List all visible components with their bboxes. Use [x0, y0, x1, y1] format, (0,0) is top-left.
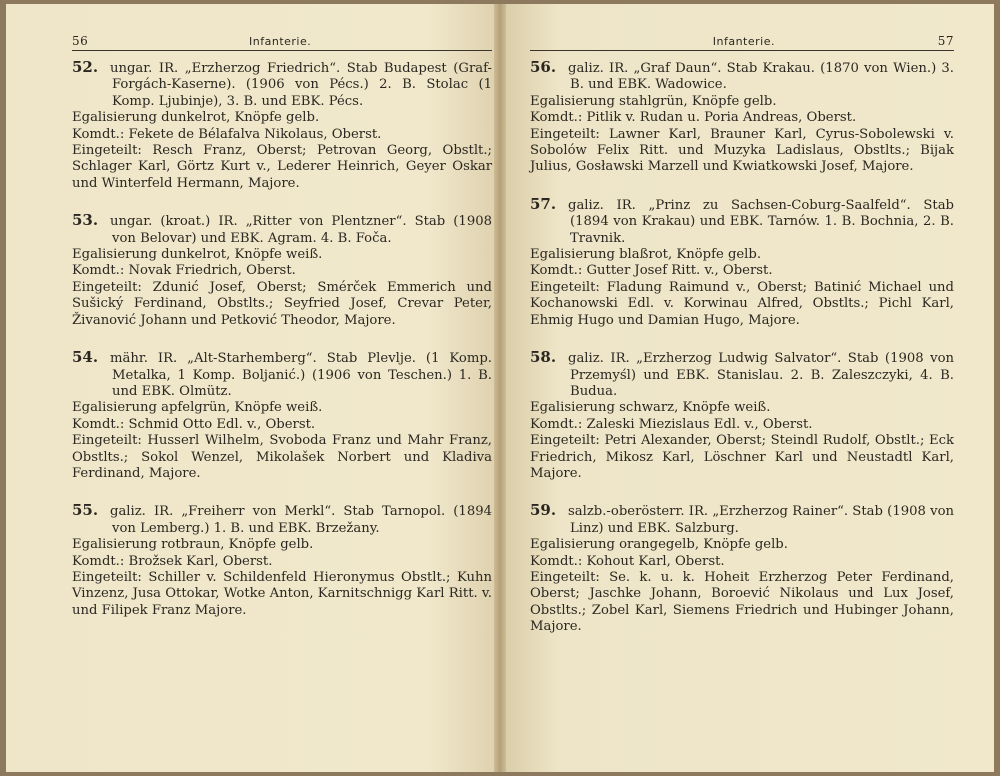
eingeteilt-line: Eingeteilt: Petri Alexander, Oberst; Steindl Rudolf, Obstlt.; Eck Friedrich, Mikosz Karl, Löschner Karl und Neustadtl Karl, Majore.: [530, 433, 954, 481]
regiment-heading-text: galiz. IR. „Graf Daun“. Stab Krakau. (1870 von Wien.) 3. B. und EBK. Wadowice.: [568, 61, 954, 93]
egalisierung-line: Egalisierung schwarz, Knöpfe weiß.: [530, 400, 771, 416]
book-gutter: [494, 4, 506, 772]
regiment-number: 52.: [72, 58, 99, 76]
regiment-entry: [72, 212, 492, 329]
kommandant-line: Komdt.: Fekete de Bélafalva Nikolaus, Oberst.: [72, 126, 382, 142]
eingeteilt-line: Eingeteilt: Zdunić Josef, Oberst; Smérček Emmerich und Sušický Ferdinand, Obstlts.; Seyfried Josef, Crevar Peter, Živanović Johann und Petković Theodor, Majore.: [72, 279, 492, 328]
egalisierung-line: Egalisierung apfelgrün, Knöpfe weiß.: [72, 400, 323, 416]
egalisierung-line: Egalisierung stahlgrün, Knöpfe gelb.: [530, 93, 777, 109]
regiment-heading-text: galiz. IR. „Freiherr von Merkl“. Stab Tarnopol. (1894 von Lemberg.) 1. B. und EBK. Brzežany.: [110, 504, 492, 536]
page-number-right: 57: [937, 34, 954, 48]
regiment-entry: [72, 59, 492, 192]
regiment-number: 55.: [72, 501, 99, 520]
kommandant-line: Komdt.: Brožsek Karl, Oberst.: [72, 553, 273, 569]
eingeteilt-line: Eingeteilt: Se. k. u. k. Hoheit Erzherzog Peter Ferdinand, Oberst; Jaschke Johann, Boroević Nikolaus und Lux Josef, Obstlts.; Zobel Karl, Siemens Friedrich und Hubinger Johann, Majore.: [530, 569, 954, 635]
regiment-entry: [72, 349, 492, 482]
regiment-entry: [530, 502, 954, 635]
egalisierung-line: Egalisierung blaßrot, Knöpfe gelb.: [530, 247, 762, 263]
regiment-number: 59.: [530, 501, 557, 520]
left-page: [6, 4, 500, 772]
eingeteilt-line: Eingeteilt: Lawner Karl, Brauner Karl, Cyrus-Sobolewski v. Sobolów Felix Ritt. und Muzyka Ladislaus, Obstlts.; Bijak Julius, Gosławski Marzell und Kwiatkowski Josef, Majore.: [530, 126, 954, 175]
kommandant-line: Komdt.: Schmid Otto Edl. v., Oberst.: [72, 416, 316, 432]
entries-left: [72, 59, 492, 619]
kommandant-line: Komdt.: Kohout Karl, Oberst.: [530, 553, 725, 569]
regiment-heading: [530, 59, 954, 94]
kommandant-line: Komdt.: Pitlik v. Rudan u. Poria Andreas, Oberst.: [530, 110, 857, 126]
egalisierung-line: Egalisierung dunkelrot, Knöpfe weiß.: [72, 247, 323, 263]
regiment-entry: [72, 502, 492, 619]
regiment-number: 58.: [530, 348, 557, 367]
regiment-heading-text: galiz. IR. „Erzherzog Ludwig Salvator“. Stab (1908 von Przemyśl) und EBK. Stanislau. 2. B. Zaleszczyki, 4. B. Budua.: [568, 351, 954, 399]
running-title-left: Infanterie.: [249, 35, 312, 48]
page-number-left: 56: [72, 34, 89, 48]
regiment-entry: [530, 196, 954, 329]
kommandant-line: Komdt.: Gutter Josef Ritt. v., Oberst.: [530, 263, 773, 279]
regiment-number: 57.: [530, 194, 557, 213]
egalisierung-line: Egalisierung orangegelb, Knöpfe gelb.: [530, 537, 788, 553]
regiment-entry: [530, 349, 954, 482]
eingeteilt-line: Eingeteilt: Resch Franz, Oberst; Petrovan Georg, Obstlt.; Schlager Karl, Görtz Kurt v., Lederer Heinrich, Geyer Oskar und Winterfeld Hermann, Majore.: [72, 143, 492, 191]
kommandant-line: Komdt.: Novak Friedrich, Oberst.: [72, 263, 296, 279]
running-head-right: [530, 34, 954, 51]
regiment-heading: [530, 349, 954, 400]
eingeteilt-line: Eingeteilt: Husserl Wilhelm, Svoboda Franz und Mahr Franz, Obstlts.; Sokol Wenzel, Mikolašek Norbert und Kladiva Ferdinand, Majore.: [72, 433, 492, 481]
running-head-left: [72, 34, 492, 51]
kommandant-line: Komdt.: Zaleski Miezislaus Edl. v., Oberst.: [530, 416, 813, 432]
regiment-heading-text: ungar. (kroat.) IR. „Ritter von Plentzner“. Stab (1908 von Belovar) und EBK. Agram. 4. B. Foča.: [110, 214, 492, 246]
regiment-heading: [72, 502, 492, 537]
regiment-heading-text: galiz. IR. „Prinz zu Sachsen-Coburg-Saalfeld“. Stab (1894 von Krakau) und EBK. Tarnów. 1. B. Bochnia, 2. B. Travnik.: [568, 197, 954, 246]
regiment-entry: [530, 59, 954, 176]
regiment-heading: [72, 212, 492, 247]
egalisierung-line: Egalisierung rotbraun, Knöpfe gelb.: [72, 537, 314, 553]
egalisierung-line: Egalisierung dunkelrot, Knöpfe gelb.: [72, 110, 320, 126]
eingeteilt-line: Eingeteilt: Fladung Raimund v., Oberst; Batinić Michael und Kochanowski Edl. v. Korwinau Alfred, Obstlts.; Pichl Karl, Ehmig Hugo und Damian Hugo, Majore.: [530, 279, 954, 328]
regiment-heading: [72, 59, 492, 110]
regiment-number: 54.: [72, 348, 99, 367]
regiment-heading-text: mähr. IR. „Alt-Starhemberg“. Stab Plevlje. (1 Komp. Metalka, 1 Komp. Boljanić.) (1906 von Teschen.) 1. B. und EBK. Olmütz.: [110, 351, 492, 399]
regiment-heading: [530, 502, 954, 537]
regiment-number: 53.: [72, 211, 99, 230]
entries-right: [530, 59, 954, 636]
regiment-heading-text: ungar. IR. „Erzherzog Friedrich“. Stab Budapest (Graf-Forgách-Kaserne). (1906 von Pécs.) 2. B. Stolac (1 Komp. Ljubinje), 3. B. und EBK. Pécs.: [110, 61, 492, 109]
regiment-heading: [72, 349, 492, 400]
regiment-number: 56.: [530, 58, 557, 76]
regiment-heading: [530, 196, 954, 247]
running-title-right: Infanterie.: [712, 35, 775, 48]
eingeteilt-line: Eingeteilt: Schiller v. Schildenfeld Hieronymus Obstlt.; Kuhn Vinzenz, Jusa Ottokar, Wotke Anton, Karnitschnigg Karl Ritt. v. und Filipek Franz Majore.: [72, 569, 492, 618]
regiment-heading-text: salzb.-oberösterr. IR. „Erzherzog Rainer“. Stab (1908 von Linz) und EBK. Salzburg.: [568, 504, 954, 536]
right-page: [500, 4, 994, 772]
